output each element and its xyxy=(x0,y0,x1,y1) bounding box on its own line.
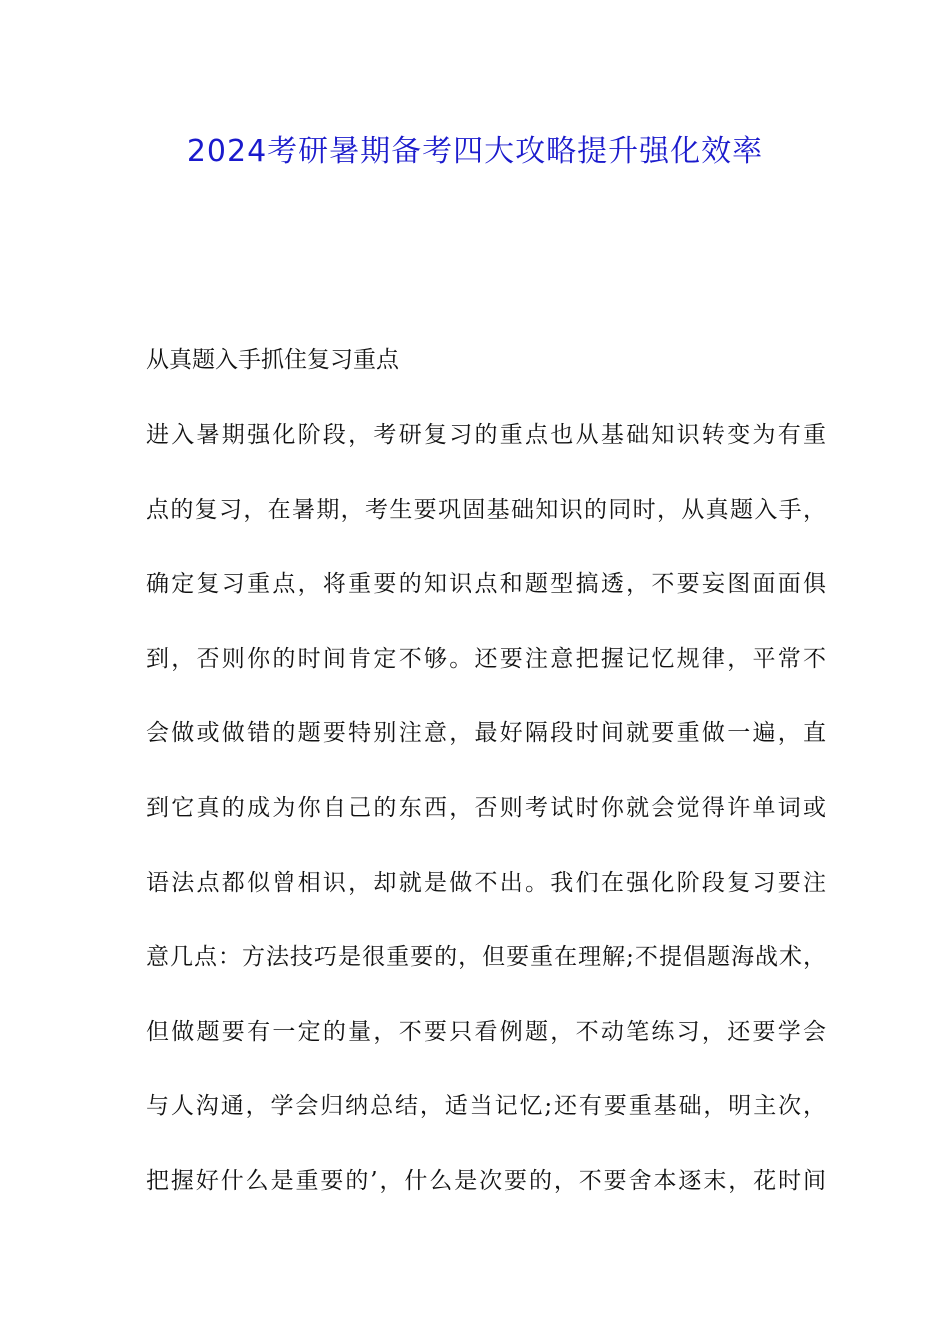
section-heading: 从真题入手抓住复习重点 xyxy=(146,347,399,373)
paragraph-line: 会做或做错的题要特别注意，最好隔段时间就要重做一遍，直 xyxy=(146,720,826,747)
paragraph-line: 确定复习重点，将重要的知识点和题型搞透，不要妄图面面俱 xyxy=(146,571,826,598)
paragraph-line: 到它真的成为你自己的东西，否则考试时你就会觉得许单词或 xyxy=(146,794,826,821)
paragraph-line: 意几点：方法技巧是很重要的，但要重在理解;不提倡题海战术， xyxy=(146,944,826,971)
paragraph-line: 把握好什么是重要的’，什么是次要的，不要舍本逐末，花时间 xyxy=(146,1167,826,1194)
body-paragraph xyxy=(146,415,826,1236)
paragraph-line: 到，否则你的时间肯定不够。还要注意把握记忆规律，平常不 xyxy=(146,645,826,672)
paragraph-line: 与人沟通，学会归纳总结，适当记忆;还有要重基础，明主次， xyxy=(146,1093,826,1120)
paragraph-line: 点的复习，在暑期，考生要巩固基础知识的同时，从真题入手， xyxy=(146,496,826,523)
paragraph-line: 但做题要有一定的量，不要只看例题，不动笔练习，还要学会 xyxy=(146,1018,826,1045)
paragraph-line: 进入暑期强化阶段，考研复习的重点也从基础知识转变为有重 xyxy=(146,422,826,448)
paragraph-line: 语法点都似曾相识，却就是做不出。我们在强化阶段复习要注 xyxy=(146,869,826,896)
document-title: 2024考研暑期备考四大攻略提升强化效率 xyxy=(186,134,764,169)
